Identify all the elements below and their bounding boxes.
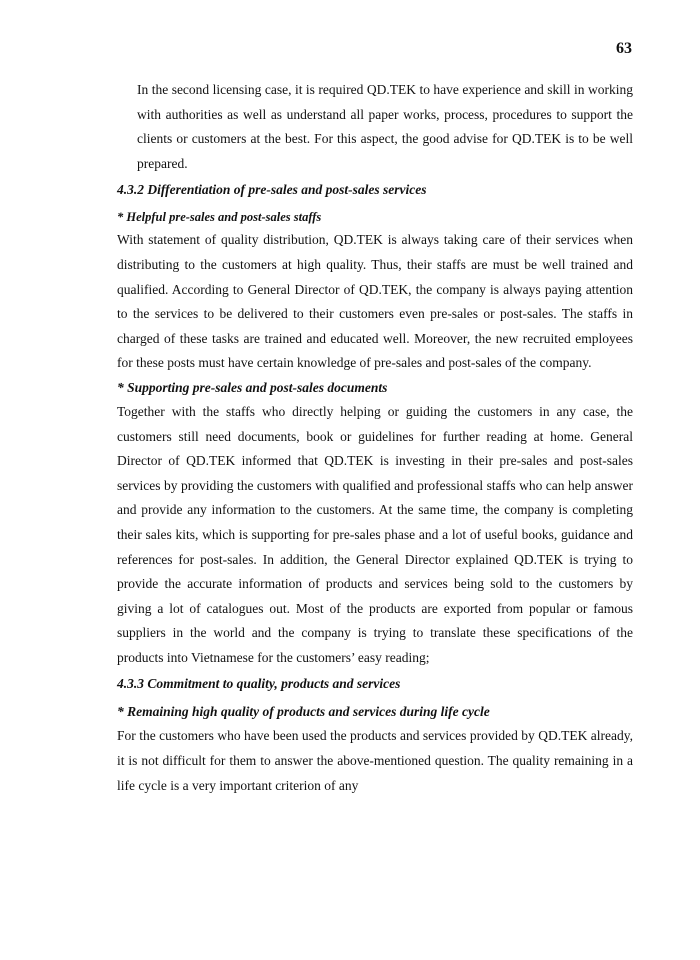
paragraph-helpful-staffs: With statement of quality distribution, QD.TEK is always taking care of their services when distributing to the customers at high quality. Thus, their staffs are must be well trained and qualified. According to General Director of QD.TEK, the company is always paying attention to the services to be delivered to their customers even pre-sales or post-sales. The staffs in charged of these tasks are trained and educated well. Moreover, the new recruited employees for these posts must have certain knowledge of pre-sales and post-sales of the company. [117,232,633,371]
paragraph-supporting-documents: Together with the staffs who directly helping or guiding the customers in any case, the customers still need documents, book or guidelines for further reading at home. General Director of QD.TEK informed that QD.TEK is investing in their pre-sales and post-sales services by providing the customers with qualified and professional staffs who can help answer and provide any information to the customers. At the same time, the company is completing their sales kits, which is supporting for pre-sales phase and a lot of useful books, guidance and references for post-sales. In addition, the General Director explained QD.TEK is trying to provide the accurate information of products and services being sold to the customers by giving a lot of catalogues out. Most of the products are exported from popular or famous suppliers in the world and the company is trying to translate these specifications of the products into Vietnamese for the customers’ easy reading; [117,403,633,665]
section-heading-4-3-2: 4.3.2 Differentiation of pre-sales and post-sales services [117,182,427,198]
paragraph-remaining-quality: For the customers who have been used the products and services provided by QD.TEK already, it is not difficult for them to answer the above-mentioned question. The quality remaining in a life cycle is a very important criterion of any [117,728,633,793]
document-body [117,78,633,798]
subheading-supporting-documents: * Supporting pre-sales and post-sales documents [117,379,388,395]
intro-paragraph: In the second licensing case, it is required QD.TEK to have experience and skill in working with authorities as well as understand all paper works, process, procedures to support the clients or customers at the best. For this aspect, the good advise for QD.TEK is to be well prepared. [137,82,633,171]
subheading-remaining-quality: * Remaining high quality of products and services during life cycle [117,704,490,720]
section-heading-4-3-3: 4.3.3 Commitment to quality, products and services [117,676,401,692]
page-number: 63 [616,40,632,57]
subheading-helpful-staffs: * Helpful pre-sales and post-sales staffs [117,210,322,225]
